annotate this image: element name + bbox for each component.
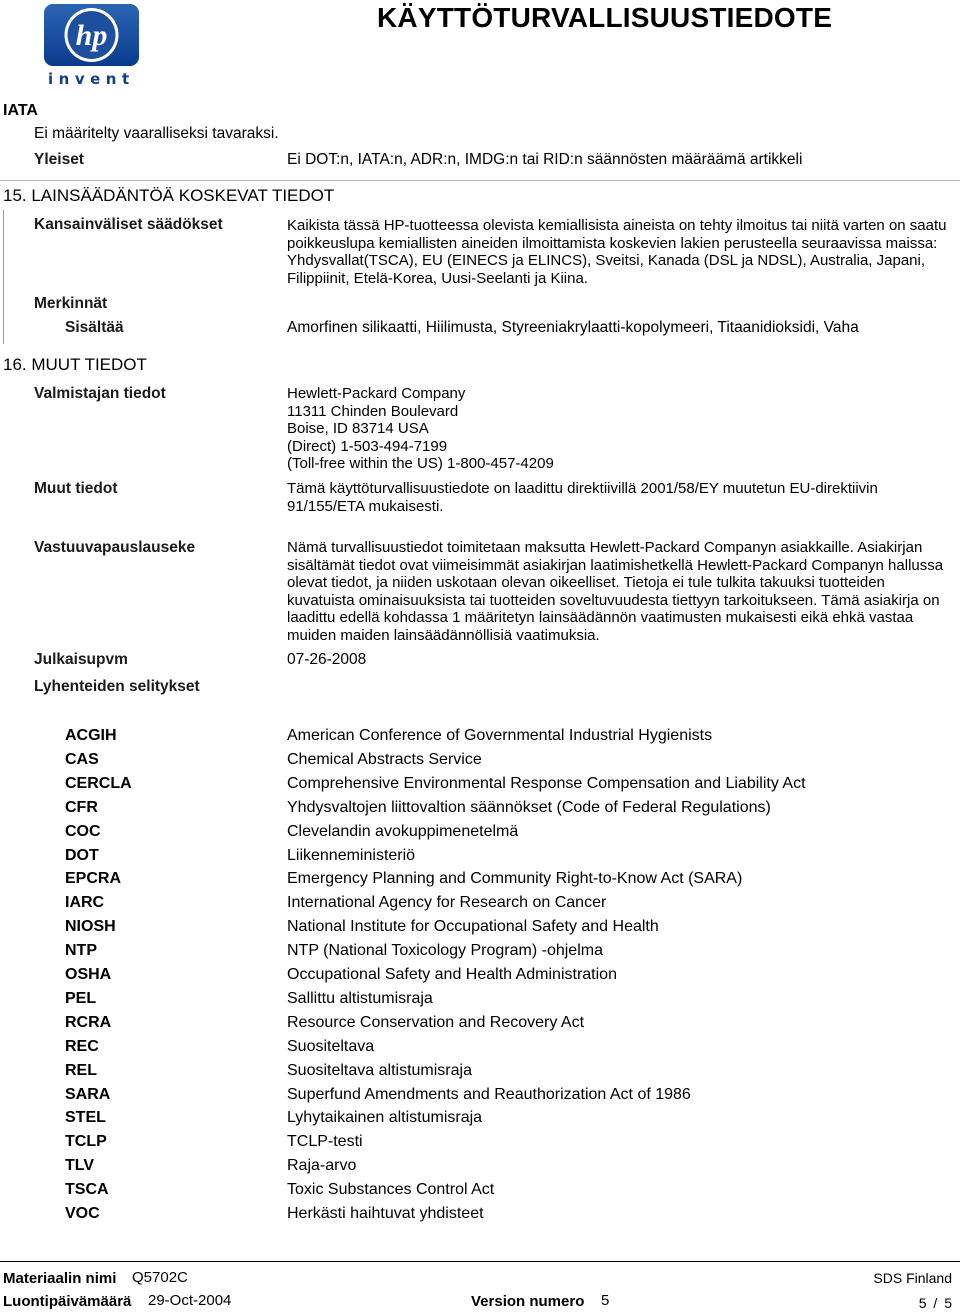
abbreviation-row	[0, 799, 960, 823]
abbreviation-key: TSCA	[65, 1181, 109, 1199]
material-name-value: Q5702C	[132, 1269, 188, 1286]
contains-label: Sisältää	[65, 319, 124, 336]
region-label: SDS Finland	[873, 1270, 952, 1286]
abbreviation-key: OSHA	[65, 966, 112, 983]
abbreviation-definition: Resource Conservation and Recovery Act	[287, 1013, 585, 1031]
abbreviation-key: NTP	[65, 942, 97, 960]
iata-text: Ei määritelty vaaralliseksi tavaraksi.	[34, 125, 279, 142]
general-label: Yleiset	[34, 151, 84, 168]
abbreviation-key: PEL	[65, 989, 97, 1007]
abbreviation-key: TCLP	[65, 1133, 107, 1151]
abbreviation-definition: Lyhytaikainen altistumisraja	[287, 1109, 483, 1127]
footer-divider	[0, 1261, 960, 1262]
abbreviation-key: CERCLA	[65, 774, 132, 792]
abbreviation-key: SARA	[65, 1085, 111, 1103]
manufacturer-address	[287, 385, 554, 473]
material-name-label: Materiaalin nimi	[3, 1270, 117, 1287]
abbreviation-definition: National Institute for Occupational Safety and Health	[287, 918, 659, 936]
contains-value: Amorfinen silikaatti, Hiilimusta, Styreeniakrylaatti-kopolymeeri, Titaanidioksidi, Vaha	[287, 319, 859, 336]
abbreviation-key: REC	[65, 1037, 99, 1055]
markings-label: Merkinnät	[34, 295, 108, 312]
abbreviation-definition: Liikenneministeriö	[287, 846, 416, 864]
abbreviation-key: EPCRA	[65, 870, 122, 888]
divider	[0, 180, 960, 181]
document-title: KÄYTTÖTURVALLISUUSTIEDOTE	[377, 2, 833, 33]
abbreviation-row	[0, 1109, 960, 1133]
page-current: 5	[918, 1295, 927, 1311]
abbreviation-row	[0, 1086, 960, 1110]
abbreviation-definition: Chemical Abstracts Service	[287, 750, 482, 768]
abbreviation-definition: American Conference of Governmental Industrial Hygienists	[287, 727, 713, 744]
abbreviation-definition: TCLP-testi	[287, 1133, 363, 1151]
abbreviation-row	[0, 942, 960, 966]
abbreviation-key: CFR	[65, 798, 98, 816]
abbreviation-definition: Suositeltava	[287, 1037, 375, 1055]
hp-logo	[44, 4, 139, 66]
page-indicator	[919, 1295, 952, 1311]
abbreviation-definition: Occupational Safety and Health Administration	[287, 966, 617, 983]
abbreviation-row	[0, 1157, 960, 1181]
abbreviation-definition: Suositeltava altistumisraja	[287, 1061, 472, 1079]
created-date-value: 29-Oct-2004	[148, 1292, 232, 1309]
other-info-label: Muut tiedot	[34, 480, 118, 497]
abbreviation-row	[0, 823, 960, 847]
abbreviation-row	[0, 847, 960, 871]
abbreviation-definition: Superfund Amendments and Reauthorization Act of 1986	[287, 1085, 691, 1103]
version-value: 5	[601, 1292, 610, 1309]
abbreviation-row	[0, 751, 960, 775]
abbreviation-row	[0, 1205, 960, 1229]
abbreviation-row	[0, 1038, 960, 1062]
abbreviation-definition: Sallittu altistumisraja	[287, 989, 433, 1007]
manufacturer-line: (Toll-free within the US) 1-800-457-4209	[287, 455, 554, 472]
page-total: 5	[944, 1295, 952, 1311]
abbreviation-key: REL	[65, 1061, 97, 1079]
abbreviation-row	[0, 775, 960, 799]
abbreviation-key: DOT	[65, 846, 99, 864]
abbreviation-row	[0, 1014, 960, 1038]
abbreviations-label: Lyhenteiden selitykset	[34, 678, 200, 695]
abbreviation-key: IARC	[65, 894, 105, 912]
abbreviation-key: RCRA	[65, 1013, 112, 1031]
abbreviation-definition: NTP (National Toxicology Program) -ohjelma	[287, 942, 603, 960]
hp-logo-icon	[44, 4, 139, 66]
abbreviation-definition: Clevelandin avokuppimenetelmä	[287, 822, 519, 840]
iata-heading: IATA	[3, 102, 38, 119]
manufacturer-line: 11311 Chinden Boulevard	[287, 402, 459, 420]
manufacturer-label: Valmistajan tiedot	[34, 385, 166, 402]
disclaimer-label: Vastuuvapauslauseke	[34, 539, 196, 556]
abbreviation-key: CAS	[65, 750, 99, 768]
section-bracket	[3, 210, 4, 344]
abbreviation-definition: Raja-arvo	[287, 1157, 357, 1175]
abbreviation-row	[0, 727, 960, 751]
page-separator: /	[933, 1295, 938, 1311]
section-15-title: 15. LAINSÄÄDÄNTÖÄ KOSKEVAT TIEDOT	[3, 186, 335, 205]
abbreviation-key: TLV	[65, 1157, 95, 1175]
international-regulations-label: Kansainväliset säädökset	[34, 216, 223, 233]
abbreviation-row	[0, 870, 960, 894]
published-value: 07-26-2008	[287, 651, 367, 668]
abbreviation-key: VOC	[65, 1205, 100, 1222]
other-info-value: Tämä käyttöturvallisuustiedote on laadittu direktiivillä 2001/58/EY muutetun EU-direktiivin 91/155/ETA mukaisesti.	[287, 480, 878, 515]
disclaimer-value: Nämä turvallisuustiedot toimitetaan maksutta Hewlett-Packard Companyn asiakkaille. Asiakirjan sisältämät tiedot ovat viimeisimmät asiakirjan laatimishetkellä Hewlett-Packard Companyn hallussa olevat tiedot, ja niiden uskotaan olevan oikeelliset. Tietoja ei tule tulkita takuuksi tuotteiden kuvatuista ominaisuuksista tai tuotteiden soveltuvuudesta tiettyyn tarkoitukseen. Tämä asiakirja on laadittu edellä kohdassa 1 määritetyn lainsäädännön vaatimusten mukaisesti eikä ehkä vastaa muiden maiden lainsäädännöllisiä vaatimuksia.	[287, 539, 944, 644]
version-label: Version numero	[471, 1293, 585, 1310]
abbreviation-row	[0, 1133, 960, 1157]
abbreviation-definition: Herkästi haihtuvat yhdisteet	[287, 1205, 484, 1222]
abbreviation-definition: Yhdysvaltojen liittovaltion säännökset (Code of Federal Regulations)	[287, 798, 771, 816]
abbreviation-definition: International Agency for Research on Cancer	[287, 894, 607, 912]
abbreviation-row	[0, 1062, 960, 1086]
manufacturer-line: (Direct) 1-503-494-7199	[287, 437, 448, 455]
abbreviation-row	[0, 894, 960, 918]
abbreviation-row	[0, 918, 960, 942]
abbreviation-row	[0, 1181, 960, 1205]
abbreviation-key: COC	[65, 822, 101, 840]
general-value: Ei DOT:n, IATA:n, ADR:n, IMDG:n tai RID:n säännösten määräämä artikkeli	[287, 151, 803, 168]
manufacturer-line: Boise, ID 83714 USA	[287, 420, 429, 437]
abbreviation-definition: Toxic Substances Control Act	[287, 1181, 495, 1199]
section-16-title: 16. MUUT TIEDOT	[3, 355, 147, 374]
abbreviation-key: STEL	[65, 1109, 106, 1127]
abbreviation-definition: Emergency Planning and Community Right-to-Know Act (SARA)	[287, 870, 743, 888]
published-label: Julkaisupvm	[34, 651, 128, 668]
abbreviation-key: ACGIH	[65, 727, 117, 744]
international-regulations-value: Kaikista tässä HP-tuotteessa olevista kemiallisista aineista on tehty ilmoitus tai niitä varten on saatu poikkeuslupa kemiallisten aineiden ilmoittamista koskevien lakien perusteella seuraavissa maissa: Yhdysvallat(TSCA), EU (EINECS ja ELINCS), Sveitsi, Kanada (DSL ja NDSL), Australia, Japani, Filippiinit, Etelä-Korea, Uusi-Seelanti ja Kiina.	[287, 217, 947, 287]
abbreviation-key: NIOSH	[65, 918, 116, 936]
created-date-label: Luontipäivämäärä	[3, 1293, 132, 1310]
hp-logo-text: hp	[75, 19, 108, 52]
abbreviation-row	[0, 990, 960, 1014]
manufacturer-line: Hewlett-Packard Company	[287, 385, 466, 402]
logo-tagline: invent	[48, 70, 135, 88]
abbreviation-definition: Comprehensive Environmental Response Compensation and Liability Act	[287, 774, 806, 792]
abbreviation-row	[0, 966, 960, 990]
